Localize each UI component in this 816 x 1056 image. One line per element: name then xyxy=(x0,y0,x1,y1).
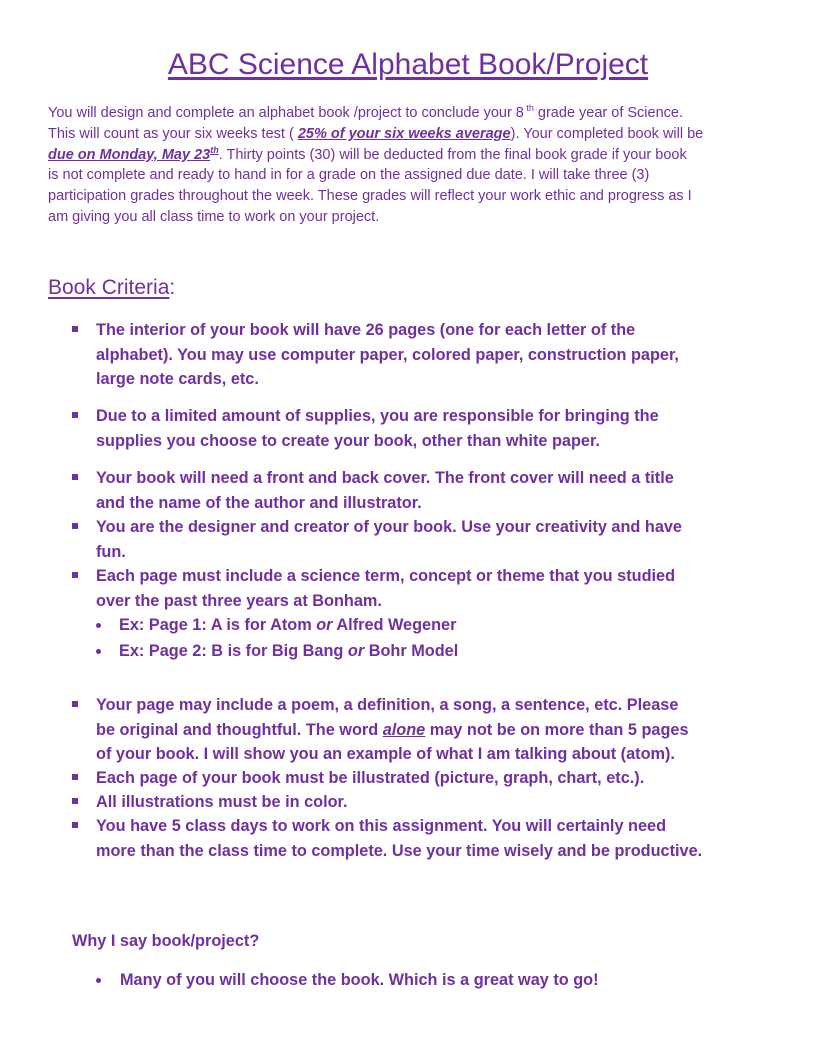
intro-line xyxy=(48,103,768,124)
list-item-text: and the name of the author and illustrator. xyxy=(96,493,422,512)
list-item-text: large note cards, etc. xyxy=(96,370,259,389)
list-item-text: Your page may include a poem, a definition, a song, a sentence, etc. Please xyxy=(96,696,679,714)
list-item-text-part: be original and thoughtful. The word xyxy=(96,720,383,739)
criteria-heading xyxy=(48,276,175,300)
grade-weight-emphasis: 25% of your six weeks average xyxy=(297,125,511,142)
example-text: Alfred Wegener xyxy=(332,616,457,634)
example-or: or xyxy=(347,642,365,660)
list-item-text xyxy=(96,718,689,743)
square-bullet-icon xyxy=(72,798,78,804)
example-text: Bohr Model xyxy=(364,642,459,660)
intro-line xyxy=(48,124,768,145)
round-bullet-icon xyxy=(96,623,101,628)
example-text: Ex: Page 1: A is for Atom xyxy=(119,616,317,634)
why-item-text: Many of you will choose the book. Which is a great way to go! xyxy=(120,971,599,989)
list-item-text: fun. xyxy=(96,542,126,561)
list-item-text: All illustrations must be in color. xyxy=(96,793,348,811)
square-bullet-icon xyxy=(72,822,78,828)
list-item-text: alphabet). You may use computer paper, colored paper, construction paper, xyxy=(96,345,679,364)
list-item-text: Due to a limited amount of supplies, you are responsible for bringing the xyxy=(96,407,659,425)
square-bullet-icon xyxy=(72,701,78,707)
list-item-text: more than the class time to complete. Use your time wisely and be productive. xyxy=(96,841,703,860)
list-item-text: Each page must include a science term, concept or theme that you studied xyxy=(96,567,676,585)
criteria-heading-colon: : xyxy=(169,276,176,299)
example-or: or xyxy=(316,616,333,634)
intro-superscript: th xyxy=(210,144,219,155)
list-item-text: You are the designer and creator of your book. Use your creativity and have xyxy=(96,518,682,536)
list-item-text: You have 5 class days to work on this assignment. You will certainly need xyxy=(96,817,667,835)
square-bullet-icon xyxy=(72,774,78,780)
intro-line: participation grades throughout the week. These grades will reflect your work ethic and progress as I xyxy=(48,188,692,205)
list-item-text: Your book will need a front and back cover. The front cover will need a title xyxy=(96,469,674,487)
intro-text: grade year of Science. xyxy=(533,105,684,121)
square-bullet-icon xyxy=(72,412,78,418)
round-bullet-icon xyxy=(96,978,101,983)
list-item-text: supplies you choose to create your book, other than white paper. xyxy=(96,431,600,450)
round-bullet-icon xyxy=(96,649,101,654)
intro-paragraph xyxy=(48,103,768,228)
list-item-text: of your book. I will show you an example of what I am talking about (atom). xyxy=(96,745,675,764)
intro-text: . Thirty points (30) will be deducted from the final book grade if your book xyxy=(218,146,687,163)
why-heading: Why I say book/project? xyxy=(72,932,260,950)
list-item-text: over the past three years at Bonham. xyxy=(96,591,382,610)
list-item-text-part: may not be on more than 5 pages xyxy=(425,720,689,739)
emphasized-word: alone xyxy=(382,720,426,739)
list-item-text: The interior of your book will have 26 pages (one for each letter of the xyxy=(96,321,636,339)
list-item-text: Each page of your book must be illustrated (picture, graph, chart, etc.). xyxy=(96,769,645,787)
square-bullet-icon xyxy=(72,523,78,529)
intro-text: This will count as your six weeks test ( xyxy=(48,125,298,142)
intro-line: am giving you all class time to work on your project. xyxy=(48,208,380,225)
intro-line: is not complete and ready to hand in for a grade on the assigned due date. I will take three (3) xyxy=(48,167,650,184)
square-bullet-icon xyxy=(72,572,78,578)
criteria-heading-text: Book Criteria xyxy=(48,276,170,299)
intro-line xyxy=(48,145,768,166)
intro-text: ). Your completed book will be xyxy=(510,125,704,142)
intro-superscript: th xyxy=(523,103,534,114)
example-text: Ex: Page 2: B is for Big Bang xyxy=(119,642,348,660)
square-bullet-icon xyxy=(72,326,78,332)
intro-text: You will design and complete an alphabet book /project to conclude your 8 xyxy=(48,105,524,121)
due-date-emphasis: due on Monday, May 23 xyxy=(48,146,211,163)
square-bullet-icon xyxy=(72,474,78,480)
page-title: ABC Science Alphabet Book/Project xyxy=(167,48,649,81)
